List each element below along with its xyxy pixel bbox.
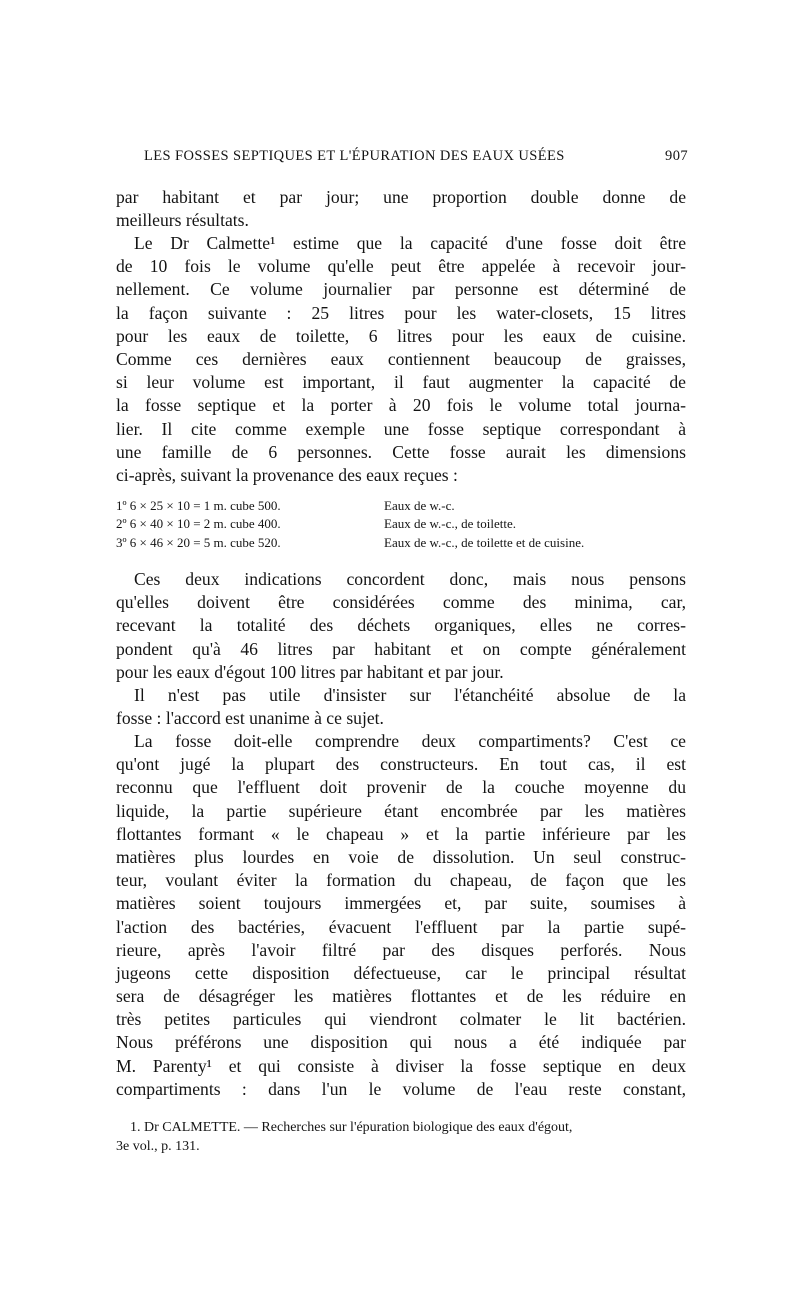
text-line: de 10 fois le volume qu'elle peut être appelée à recevoir jour- — [116, 256, 686, 277]
text-line: par habitant et par jour; une proportion double donne de — [116, 187, 686, 207]
calculation-description: Eaux de w.-c., de toilette et de cuisine. — [384, 534, 585, 550]
text-line: ci-après, suivant la provenance des eaux reçues : — [116, 464, 458, 485]
text-line: meilleurs résultats. — [116, 210, 249, 231]
text-line: jugeons cette disposition défectueuse, car le principal résultat — [116, 962, 686, 983]
calculation-expression: 2º 6 × 40 × 10 = 2 m. cube 400. — [116, 516, 281, 532]
text-line: Le Dr Calmette¹ estime que la capacité d'une fosse doit être — [134, 233, 686, 253]
text-line: M. Parenty¹ et qui consiste à diviser la fosse septique en deux — [116, 1055, 686, 1076]
text-line: nellement. Ce volume journalier par personne est déterminé de — [116, 279, 686, 300]
calculation-description: Eaux de w.-c. — [384, 498, 455, 513]
calculation-description: Eaux de w.-c., de toilette. — [384, 516, 516, 532]
paragraph-1 — [116, 186, 686, 232]
text-line: Nous préférons une disposition qui nous a été indiquée par — [116, 1032, 686, 1053]
text-line: pour les eaux d'égout 100 litres par habitant et par jour. — [116, 661, 504, 682]
text-line: Comme ces dernières eaux contiennent beaucoup de graisses, — [116, 348, 686, 369]
calculation-list — [116, 497, 688, 552]
running-header-title: LES FOSSES SEPTIQUES ET L'ÉPURATION DES EAUX USÉES — [144, 148, 565, 164]
text-line: pour les eaux de toilette, 6 litres pour les eaux de cuisine. — [116, 325, 686, 346]
text-line: fosse : l'accord est unanime à ce sujet. — [116, 708, 384, 729]
text-line: Ces deux indications concordent donc, mais nous pensons — [134, 569, 686, 589]
text-line: liquide, la partie supérieure étant encombrée par les matières — [116, 800, 686, 821]
text-line: si leur volume est important, il faut augmenter la capacité de — [116, 372, 686, 393]
calculation-row — [116, 534, 688, 552]
calculation-row — [116, 515, 688, 533]
page-number: 907 — [665, 148, 688, 164]
text-line: qu'ont jugé la plupart des constructeurs. En tout cas, il est — [116, 754, 686, 775]
text-line: matières plus lourdes en voie de dissolution. Un seul construc- — [116, 846, 686, 867]
text-line: recevant la totalité des déchets organiques, elles ne corres- — [116, 615, 686, 636]
text-line: Il n'est pas utile d'insister sur l'étanchéité absolue de la — [134, 685, 686, 705]
text-line: très petites particules qui viendront colmater le lit bactérien. — [116, 1009, 686, 1030]
text-line: l'action des bactéries, évacuent l'effluent par la partie supé- — [116, 916, 686, 937]
text-line: flottantes formant « le chapeau » et la partie inférieure par les — [116, 823, 686, 844]
text-line: compartiments : dans l'un le volume de l'eau reste constant, — [116, 1078, 686, 1099]
footnote-line: 3e vol., p. 131. — [116, 1139, 200, 1154]
text-line: matières soient toujours immergées et, par suite, soumises à — [116, 893, 686, 914]
text-line: lier. Il cite comme exemple une fosse septique correspondant à — [116, 418, 686, 439]
text-line: reconnu que l'effluent doit provenir de la couche moyenne du — [116, 777, 686, 798]
calculation-row — [116, 497, 688, 515]
calculation-expression: 1º 6 × 25 × 10 = 1 m. cube 500. — [116, 498, 281, 513]
text-line: rieure, après l'avoir filtré par des disques perforés. Nous — [116, 939, 686, 960]
paragraph-4 — [116, 684, 686, 730]
text-line: sera de désagréger les matières flottantes et de les réduire en — [116, 986, 686, 1007]
text-line: La fosse doit-elle comprendre deux compartiments? C'est ce — [134, 731, 686, 751]
text-line: qu'elles doivent être considérées comme des minima, car, — [116, 592, 686, 613]
footnote-line: 1. Dr CALMETTE. — Recherches sur l'épuration biologique des eaux d'égout, — [130, 1120, 573, 1135]
footnote — [116, 1118, 688, 1156]
text-line: la fosse septique et la porter à 20 fois le volume total journa- — [116, 395, 686, 416]
paragraph-2 — [116, 232, 686, 487]
calculation-expression: 3º 6 × 46 × 20 = 5 m. cube 520. — [116, 534, 281, 550]
text-line: une famille de 6 personnes. Cette fosse aurait les dimensions — [116, 441, 686, 462]
paragraph-3 — [116, 568, 686, 684]
text-line: pondent qu'à 46 litres par habitant et on compte généralement — [116, 638, 686, 659]
text-line: la façon suivante : 25 litres pour les water-closets, 15 litres — [116, 302, 686, 323]
paragraph-5 — [116, 730, 686, 1101]
text-line: teur, voulant éviter la formation du chapeau, de façon que les — [116, 870, 686, 891]
